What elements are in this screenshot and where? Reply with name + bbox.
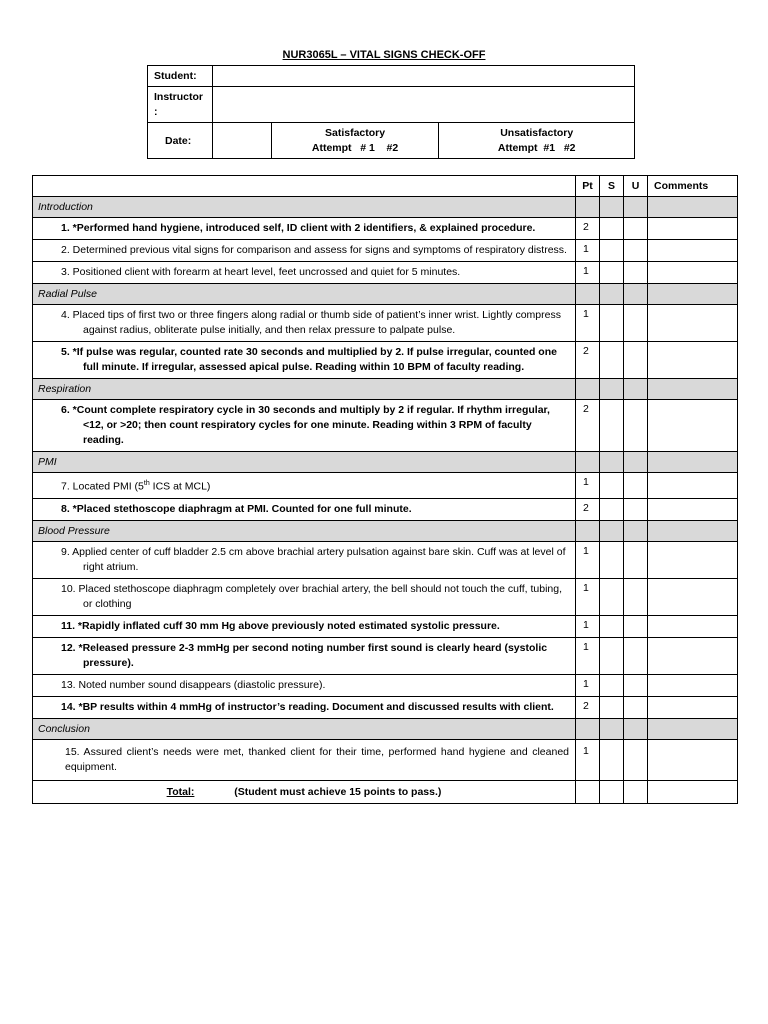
comments-cell[interactable] xyxy=(648,262,738,284)
u-checkbox[interactable] xyxy=(624,578,648,615)
comments-cell[interactable] xyxy=(648,637,738,674)
table-row xyxy=(33,498,738,520)
comments-cell[interactable] xyxy=(648,473,738,499)
item-text: 7. Located PMI (5th ICS at MCL) xyxy=(61,480,211,493)
satisfactory-attempts: Attempt # 1 #2 xyxy=(311,141,399,154)
date-field[interactable] xyxy=(212,123,271,159)
u-checkbox[interactable] xyxy=(624,473,648,499)
table-row xyxy=(33,696,738,718)
s-checkbox[interactable] xyxy=(600,637,624,674)
item-text: 1. *Performed hand hygiene, introduced self, ID client with 2 identifiers, & explained procedure. xyxy=(61,222,536,234)
item-points: 2 xyxy=(576,218,600,240)
total-u[interactable] xyxy=(624,780,648,803)
section-blood-pressure: Blood Pressure xyxy=(33,520,576,541)
column-s: S xyxy=(600,176,624,197)
table-row xyxy=(33,541,738,578)
item-points: 1 xyxy=(576,541,600,578)
total-note: (Student must achieve 15 points to pass.) xyxy=(234,785,442,798)
column-pt: Pt xyxy=(576,176,600,197)
item-points: 2 xyxy=(576,400,600,452)
item-text: 13. Noted number sound disappears (diastolic pressure). xyxy=(61,678,326,691)
page-title: NUR3065L – VITAL SIGNS CHECK-OFF xyxy=(282,49,486,61)
u-checkbox[interactable] xyxy=(624,637,648,674)
item-points: 1 xyxy=(576,305,600,342)
table-row xyxy=(33,578,738,615)
table-row xyxy=(33,400,738,452)
item-text: 3. Positioned client with forearm at heart level, feet uncrossed and quiet for 5 minutes. xyxy=(61,266,461,278)
comments-cell[interactable] xyxy=(648,541,738,578)
unsatisfactory-label: Unsatisfactory xyxy=(500,126,574,139)
u-checkbox[interactable] xyxy=(624,696,648,718)
section-introduction: Introduction xyxy=(33,197,576,218)
s-checkbox[interactable] xyxy=(600,473,624,499)
section-conclusion: Conclusion xyxy=(33,718,576,739)
table-row xyxy=(33,674,738,696)
section-radial-pulse: Radial Pulse xyxy=(33,284,576,305)
comments-cell[interactable] xyxy=(648,218,738,240)
item-points: 1 xyxy=(576,262,600,284)
item-text: 2. Determined previous vital signs for comparison and assess for signs and symptoms of respiratory distress. xyxy=(61,244,567,256)
unsatisfactory-cell xyxy=(439,123,635,159)
table-row xyxy=(33,240,738,262)
comments-cell[interactable] xyxy=(648,739,738,780)
item-points: 1 xyxy=(576,240,600,262)
comments-cell[interactable] xyxy=(648,615,738,637)
table-row xyxy=(33,473,738,499)
total-points[interactable] xyxy=(576,780,600,803)
table-row xyxy=(33,739,738,780)
table-row xyxy=(33,637,738,674)
s-checkbox[interactable] xyxy=(600,578,624,615)
u-checkbox[interactable] xyxy=(624,674,648,696)
s-checkbox[interactable] xyxy=(600,262,624,284)
s-checkbox[interactable] xyxy=(600,218,624,240)
student-label: Student: xyxy=(148,66,213,87)
item-points: 1 xyxy=(576,637,600,674)
item-points: 1 xyxy=(576,473,600,499)
student-field[interactable] xyxy=(212,66,634,87)
instructor-field[interactable] xyxy=(212,87,634,123)
table-row xyxy=(33,305,738,342)
s-checkbox[interactable] xyxy=(600,674,624,696)
section-respiration: Respiration xyxy=(33,379,576,400)
item-text: 15. Assured client’s needs were met, thanked client for their time, performed hand hygiene and cleaned equipment. xyxy=(65,745,569,773)
u-checkbox[interactable] xyxy=(624,400,648,452)
comments-cell[interactable] xyxy=(648,696,738,718)
comments-cell[interactable] xyxy=(648,342,738,379)
student-info-table xyxy=(147,65,635,159)
s-checkbox[interactable] xyxy=(600,400,624,452)
u-checkbox[interactable] xyxy=(624,305,648,342)
s-checkbox[interactable] xyxy=(600,615,624,637)
checklist-table xyxy=(32,175,738,804)
item-points: 2 xyxy=(576,498,600,520)
total-row xyxy=(33,780,738,803)
item-text: 8. *Placed stethoscope diaphragm at PMI. Counted for one full minute. xyxy=(61,502,412,515)
column-comments: Comments xyxy=(648,176,738,197)
instructor-label: Instructor : xyxy=(148,87,213,123)
item-points: 1 xyxy=(576,674,600,696)
item-text: 9. Applied center of cuff bladder 2.5 cm above brachial artery pulsation against bare skin. Cuff was at level of right atrium. xyxy=(61,545,566,573)
item-text: 10. Placed stethoscope diaphragm completely over brachial artery, the bell should not touch the cuff, tubing, or clothing xyxy=(61,582,562,610)
satisfactory-cell xyxy=(271,123,439,159)
table-row xyxy=(33,615,738,637)
u-checkbox[interactable] xyxy=(624,739,648,780)
item-points: 2 xyxy=(576,342,600,379)
satisfactory-label: Satisfactory xyxy=(325,126,386,139)
item-text: 14. *BP results within 4 mmHg of instructor’s reading. Document and discussed results with client. xyxy=(61,700,554,713)
header-blank xyxy=(33,176,576,197)
section-pmi: PMI xyxy=(33,452,576,473)
comments-cell[interactable] xyxy=(648,498,738,520)
s-checkbox[interactable] xyxy=(600,305,624,342)
u-checkbox[interactable] xyxy=(624,218,648,240)
item-text: 4. Placed tips of first two or three fingers along radial or thumb side of patient’s inner wrist. Lightly compress against radius, obliterate pulse initially, and then relax pressure to palpate pulse. xyxy=(61,309,561,336)
item-points: 1 xyxy=(576,578,600,615)
table-row xyxy=(33,218,738,240)
item-points: 1 xyxy=(576,739,600,780)
s-checkbox[interactable] xyxy=(600,240,624,262)
u-checkbox[interactable] xyxy=(624,262,648,284)
comments-cell[interactable] xyxy=(648,578,738,615)
table-row xyxy=(33,342,738,379)
s-checkbox[interactable] xyxy=(600,498,624,520)
comments-cell[interactable] xyxy=(648,400,738,452)
u-checkbox[interactable] xyxy=(624,615,648,637)
item-text: 12. *Released pressure 2-3 mmHg per second noting number first sound is clearly heard (systolic pressure). xyxy=(61,641,548,669)
s-checkbox[interactable] xyxy=(600,342,624,379)
item-text: 5. *If pulse was regular, counted rate 30 seconds and multiplied by 2. If pulse irregular, counted one full minute. If irregular, assessed apical pulse. Reading within 10 BPM of faculty reading. xyxy=(61,346,557,373)
item-points: 2 xyxy=(576,696,600,718)
comments-cell[interactable] xyxy=(648,305,738,342)
s-checkbox[interactable] xyxy=(600,541,624,578)
s-checkbox[interactable] xyxy=(600,739,624,780)
table-row xyxy=(33,262,738,284)
s-checkbox[interactable] xyxy=(600,696,624,718)
u-checkbox[interactable] xyxy=(624,240,648,262)
total-s[interactable] xyxy=(600,780,624,803)
comments-cell[interactable] xyxy=(648,674,738,696)
column-u: U xyxy=(624,176,648,197)
date-label: Date: xyxy=(148,123,213,159)
item-points: 1 xyxy=(576,615,600,637)
unsatisfactory-attempts: Attempt #1 #2 xyxy=(497,141,576,154)
total-comments[interactable] xyxy=(648,780,738,803)
item-text: 6. *Count complete respiratory cycle in 30 seconds and multiply by 2 if regular. If rhythm irregular, <12, or >20; then count respiratory cycles for one minute. Reading within 3 RPM of faculty reading. xyxy=(61,404,550,446)
total-label: Total: xyxy=(166,785,195,798)
u-checkbox[interactable] xyxy=(624,342,648,379)
item-text: 11. *Rapidly inflated cuff 30 mm Hg above previously noted estimated systolic pressure. xyxy=(61,619,500,632)
u-checkbox[interactable] xyxy=(624,541,648,578)
u-checkbox[interactable] xyxy=(624,498,648,520)
comments-cell[interactable] xyxy=(648,240,738,262)
